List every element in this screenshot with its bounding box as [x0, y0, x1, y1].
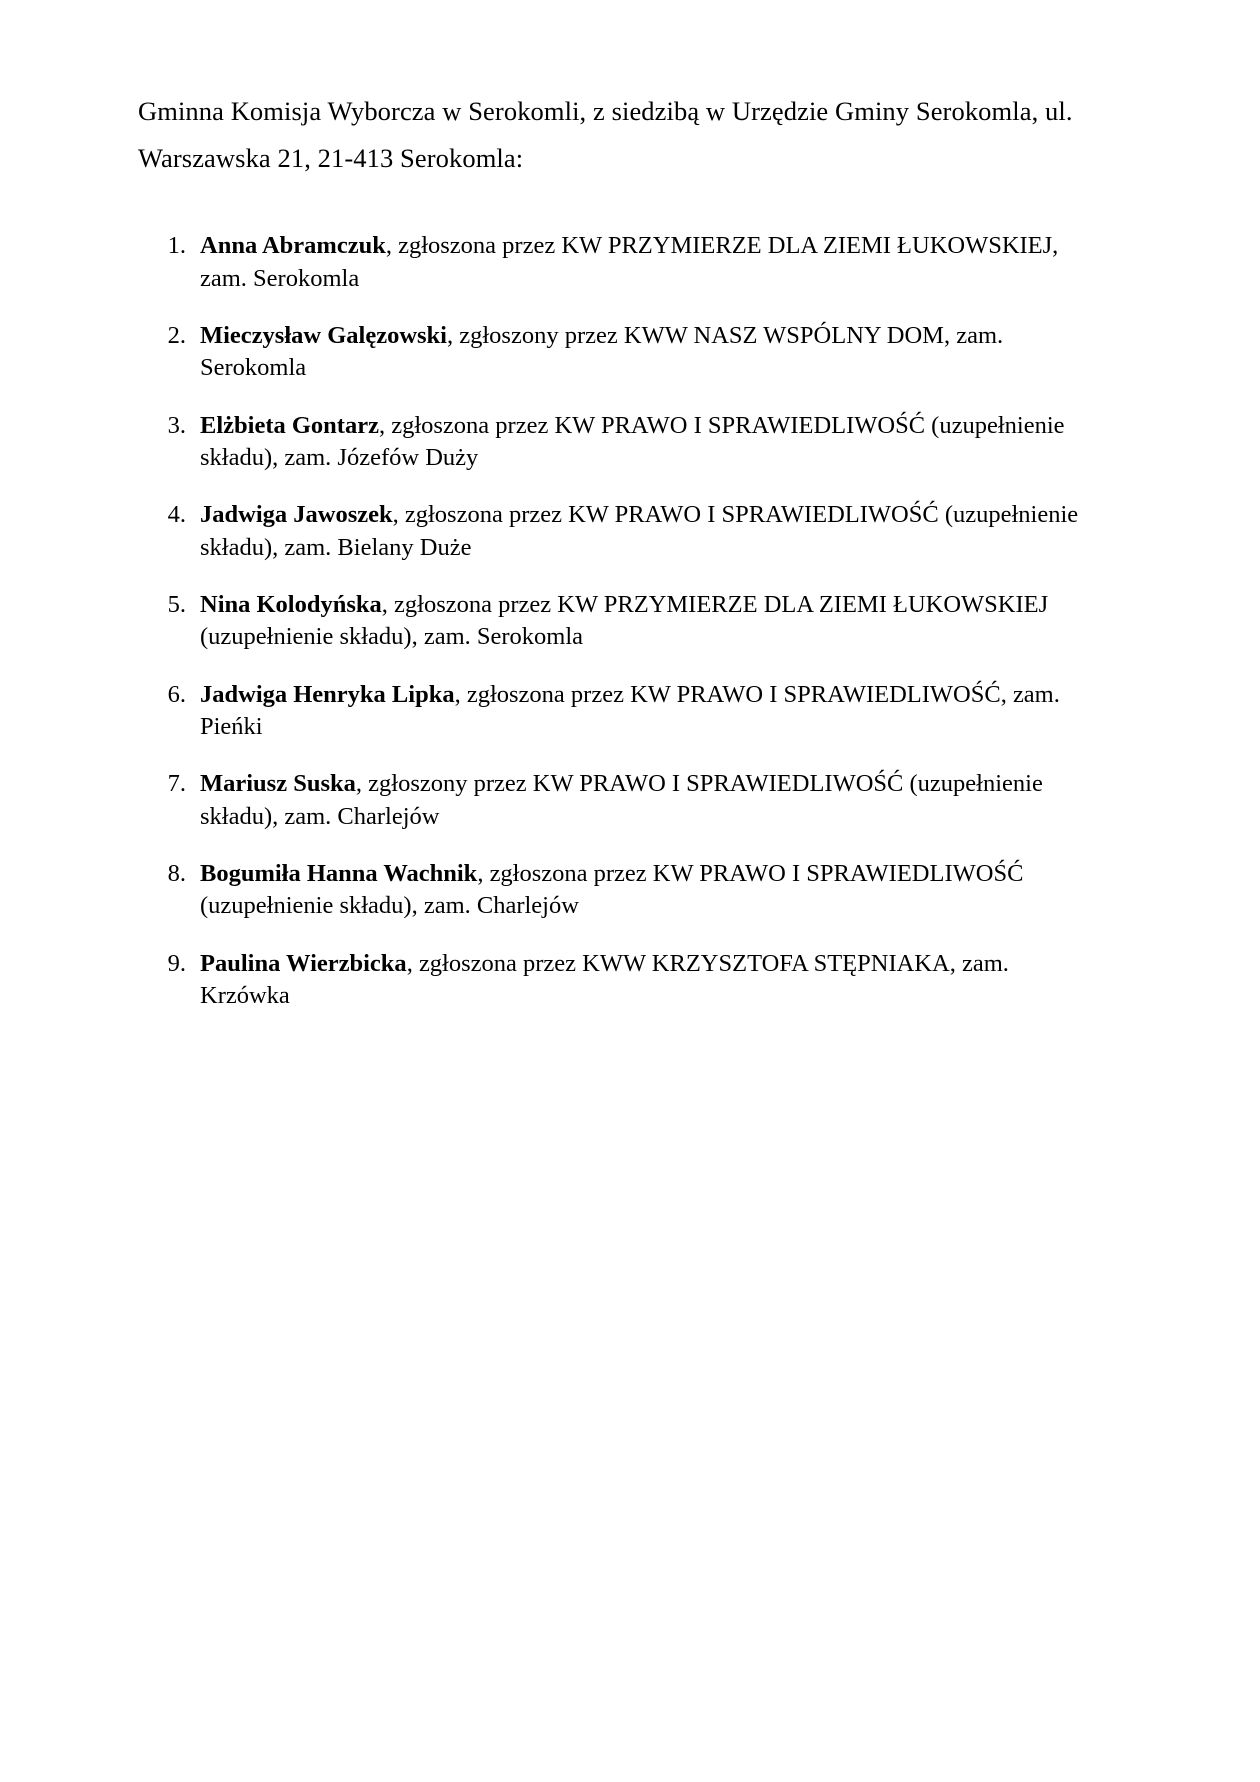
candidate-name: Elżbieta Gontarz: [200, 411, 379, 439]
candidate-name: Bogumiła Hanna Wachnik: [200, 859, 478, 887]
list-item: [138, 768, 1098, 833]
candidate-name: Nina Kolodyńska: [200, 590, 382, 618]
candidate-name: Jadwiga Jawoszek: [200, 501, 393, 529]
list-item: [138, 320, 1098, 385]
list-item: [138, 230, 1098, 295]
candidate-list: [138, 230, 1098, 1012]
candidate-name: Jadwiga Henryka Lipka: [200, 680, 455, 708]
candidate-details: , zgłoszona przez KW PRAWO I SPRAWIEDLIWOŚĆ, zam. Pieńki: [200, 680, 1060, 740]
list-item-number: 7.: [167, 770, 186, 798]
candidate-name: Mariusz Suska: [200, 770, 356, 798]
list-item: [138, 499, 1098, 564]
candidate-details: , zgłoszona przez KW PRAWO I SPRAWIEDLIWOŚĆ (uzupełnienie składu), zam. Bielany Duże: [200, 501, 1079, 561]
list-item-number: 9.: [167, 949, 186, 977]
list-item: [138, 410, 1098, 475]
list-item-number: 8.: [167, 859, 186, 887]
candidate-details: , zgłoszona przez KW PRZYMIERZE DLA ZIEMI ŁUKOWSKIEJ, zam. Serokomla: [200, 232, 1059, 292]
list-item-number: 3.: [167, 411, 186, 439]
candidate-name: Paulina Wierzbicka: [200, 949, 407, 977]
list-item-number: 4.: [167, 501, 186, 529]
list-item-number: 1.: [167, 232, 186, 260]
list-item: [138, 948, 1098, 1013]
list-item-number: 2.: [167, 321, 186, 349]
candidate-name: Anna Abramczuk: [200, 232, 386, 260]
candidate-details: , zgłoszony przez KWW NASZ WSPÓLNY DOM, zam. Serokomla: [200, 321, 1004, 382]
list-item-number: 5.: [167, 590, 186, 618]
candidate-details: , zgłoszona przez KW PRAWO I SPRAWIEDLIWOŚĆ (uzupełnienie składu), zam. Józefów Duży: [200, 411, 1065, 471]
list-item: [138, 679, 1098, 744]
list-item: [138, 589, 1098, 654]
document-content: [138, 88, 1098, 1037]
candidate-details: , zgłoszona przez KWW KRZYSZTOFA STĘPNIAKA, zam. Krzówka: [200, 949, 1009, 1009]
candidate-name: Mieczysław Galęzowski: [200, 321, 447, 349]
list-item: [138, 858, 1098, 923]
list-item-number: 6.: [167, 680, 186, 708]
candidate-details: , zgłoszona przez KW PRAWO I SPRAWIEDLIWOŚĆ (uzupełnienie składu), zam. Charlejów: [200, 859, 1024, 920]
page-title: Gminna Komisja Wyborcza w Serokomli, z siedzibą w Urzędzie Gminy Serokomla, ul. Warszawska 21, 21-413 Serokomla:: [138, 96, 1073, 174]
candidate-details: , zgłoszony przez KW PRAWO I SPRAWIEDLIWOŚĆ (uzupełnienie składu), zam. Charlejów: [200, 770, 1043, 830]
candidate-details: , zgłoszona przez KW PRZYMIERZE DLA ZIEMI ŁUKOWSKIEJ (uzupełnienie składu), zam. Serokomla: [200, 590, 1049, 651]
